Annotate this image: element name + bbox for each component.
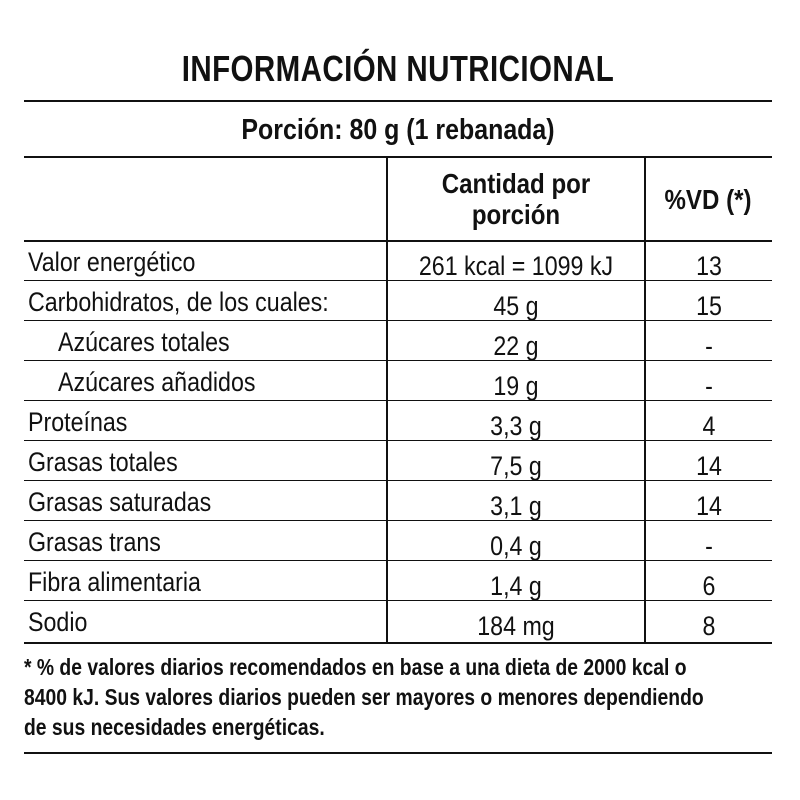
portion-size: Porción: 80 g (1 rebanada) bbox=[241, 114, 555, 146]
nutrient-vd: - bbox=[705, 531, 713, 561]
nutrient-amount: 184 mg bbox=[477, 611, 555, 641]
divider-header bbox=[24, 240, 772, 242]
header-vd: %VD (*) bbox=[664, 184, 752, 215]
nutrient-amount: 7,5 g bbox=[490, 451, 542, 481]
nutrient-amount: 0,4 g bbox=[490, 531, 542, 561]
nutrient-name: Carbohidratos, de los cuales: bbox=[28, 287, 329, 317]
nutrient-vd: - bbox=[705, 371, 713, 401]
footnote-line: * % de valores diarios recomendados en base a una dieta de 2000 kcal o bbox=[24, 654, 687, 680]
nutrient-vd: 4 bbox=[702, 411, 716, 441]
nutrient-name: Grasas totales bbox=[28, 447, 178, 477]
label-title: INFORMACIÓN NUTRICIONAL bbox=[181, 48, 615, 89]
nutrient-name: Grasas trans bbox=[28, 527, 161, 557]
divider-portion bbox=[24, 156, 772, 158]
divider-bottom bbox=[24, 752, 772, 754]
row-divider bbox=[24, 520, 772, 521]
row-divider bbox=[24, 280, 772, 281]
row-divider bbox=[24, 320, 772, 321]
nutrient-name: Azúcares totales bbox=[58, 327, 230, 357]
row-divider bbox=[24, 360, 772, 361]
nutrient-vd: 14 bbox=[696, 451, 722, 481]
footnote-line: 8400 kJ. Sus valores diarios pueden ser mayores o menores dependiendo bbox=[24, 684, 704, 710]
nutrient-amount: 19 g bbox=[493, 371, 539, 401]
row-divider bbox=[24, 400, 772, 401]
nutrient-vd: 15 bbox=[696, 291, 722, 321]
row-divider bbox=[24, 600, 772, 601]
nutrient-amount: 45 g bbox=[493, 291, 539, 321]
nutrient-name: Grasas saturadas bbox=[28, 487, 212, 517]
nutrient-amount: 261 kcal = 1099 kJ bbox=[418, 251, 614, 281]
nutrient-name: Proteínas bbox=[28, 407, 128, 437]
row-divider bbox=[24, 480, 772, 481]
footnote-line: de sus necesidades energéticas. bbox=[24, 714, 325, 740]
nutrient-name: Sodio bbox=[28, 607, 88, 637]
nutrient-vd: 8 bbox=[702, 611, 716, 641]
footnote bbox=[24, 652, 780, 742]
row-divider bbox=[24, 440, 772, 441]
header-amount: Cantidad por porción bbox=[441, 168, 591, 230]
nutrient-amount: 1,4 g bbox=[490, 571, 542, 601]
nutrient-amount: 3,3 g bbox=[490, 411, 542, 441]
column-divider-1 bbox=[386, 156, 388, 642]
nutrient-name: Valor energético bbox=[28, 247, 196, 277]
nutrient-name: Fibra alimentaria bbox=[28, 567, 201, 597]
nutrient-vd: - bbox=[705, 331, 713, 361]
divider-table-end bbox=[24, 642, 772, 644]
nutrient-vd: 13 bbox=[696, 251, 722, 281]
divider-title bbox=[24, 100, 772, 102]
nutrient-amount: 3,1 g bbox=[490, 491, 542, 521]
nutrient-vd: 6 bbox=[702, 571, 716, 601]
nutrient-vd: 14 bbox=[696, 491, 722, 521]
nutrient-name: Azúcares añadidos bbox=[58, 367, 256, 397]
row-divider bbox=[24, 560, 772, 561]
nutrient-amount: 22 g bbox=[493, 331, 539, 361]
column-divider-2 bbox=[644, 156, 646, 642]
